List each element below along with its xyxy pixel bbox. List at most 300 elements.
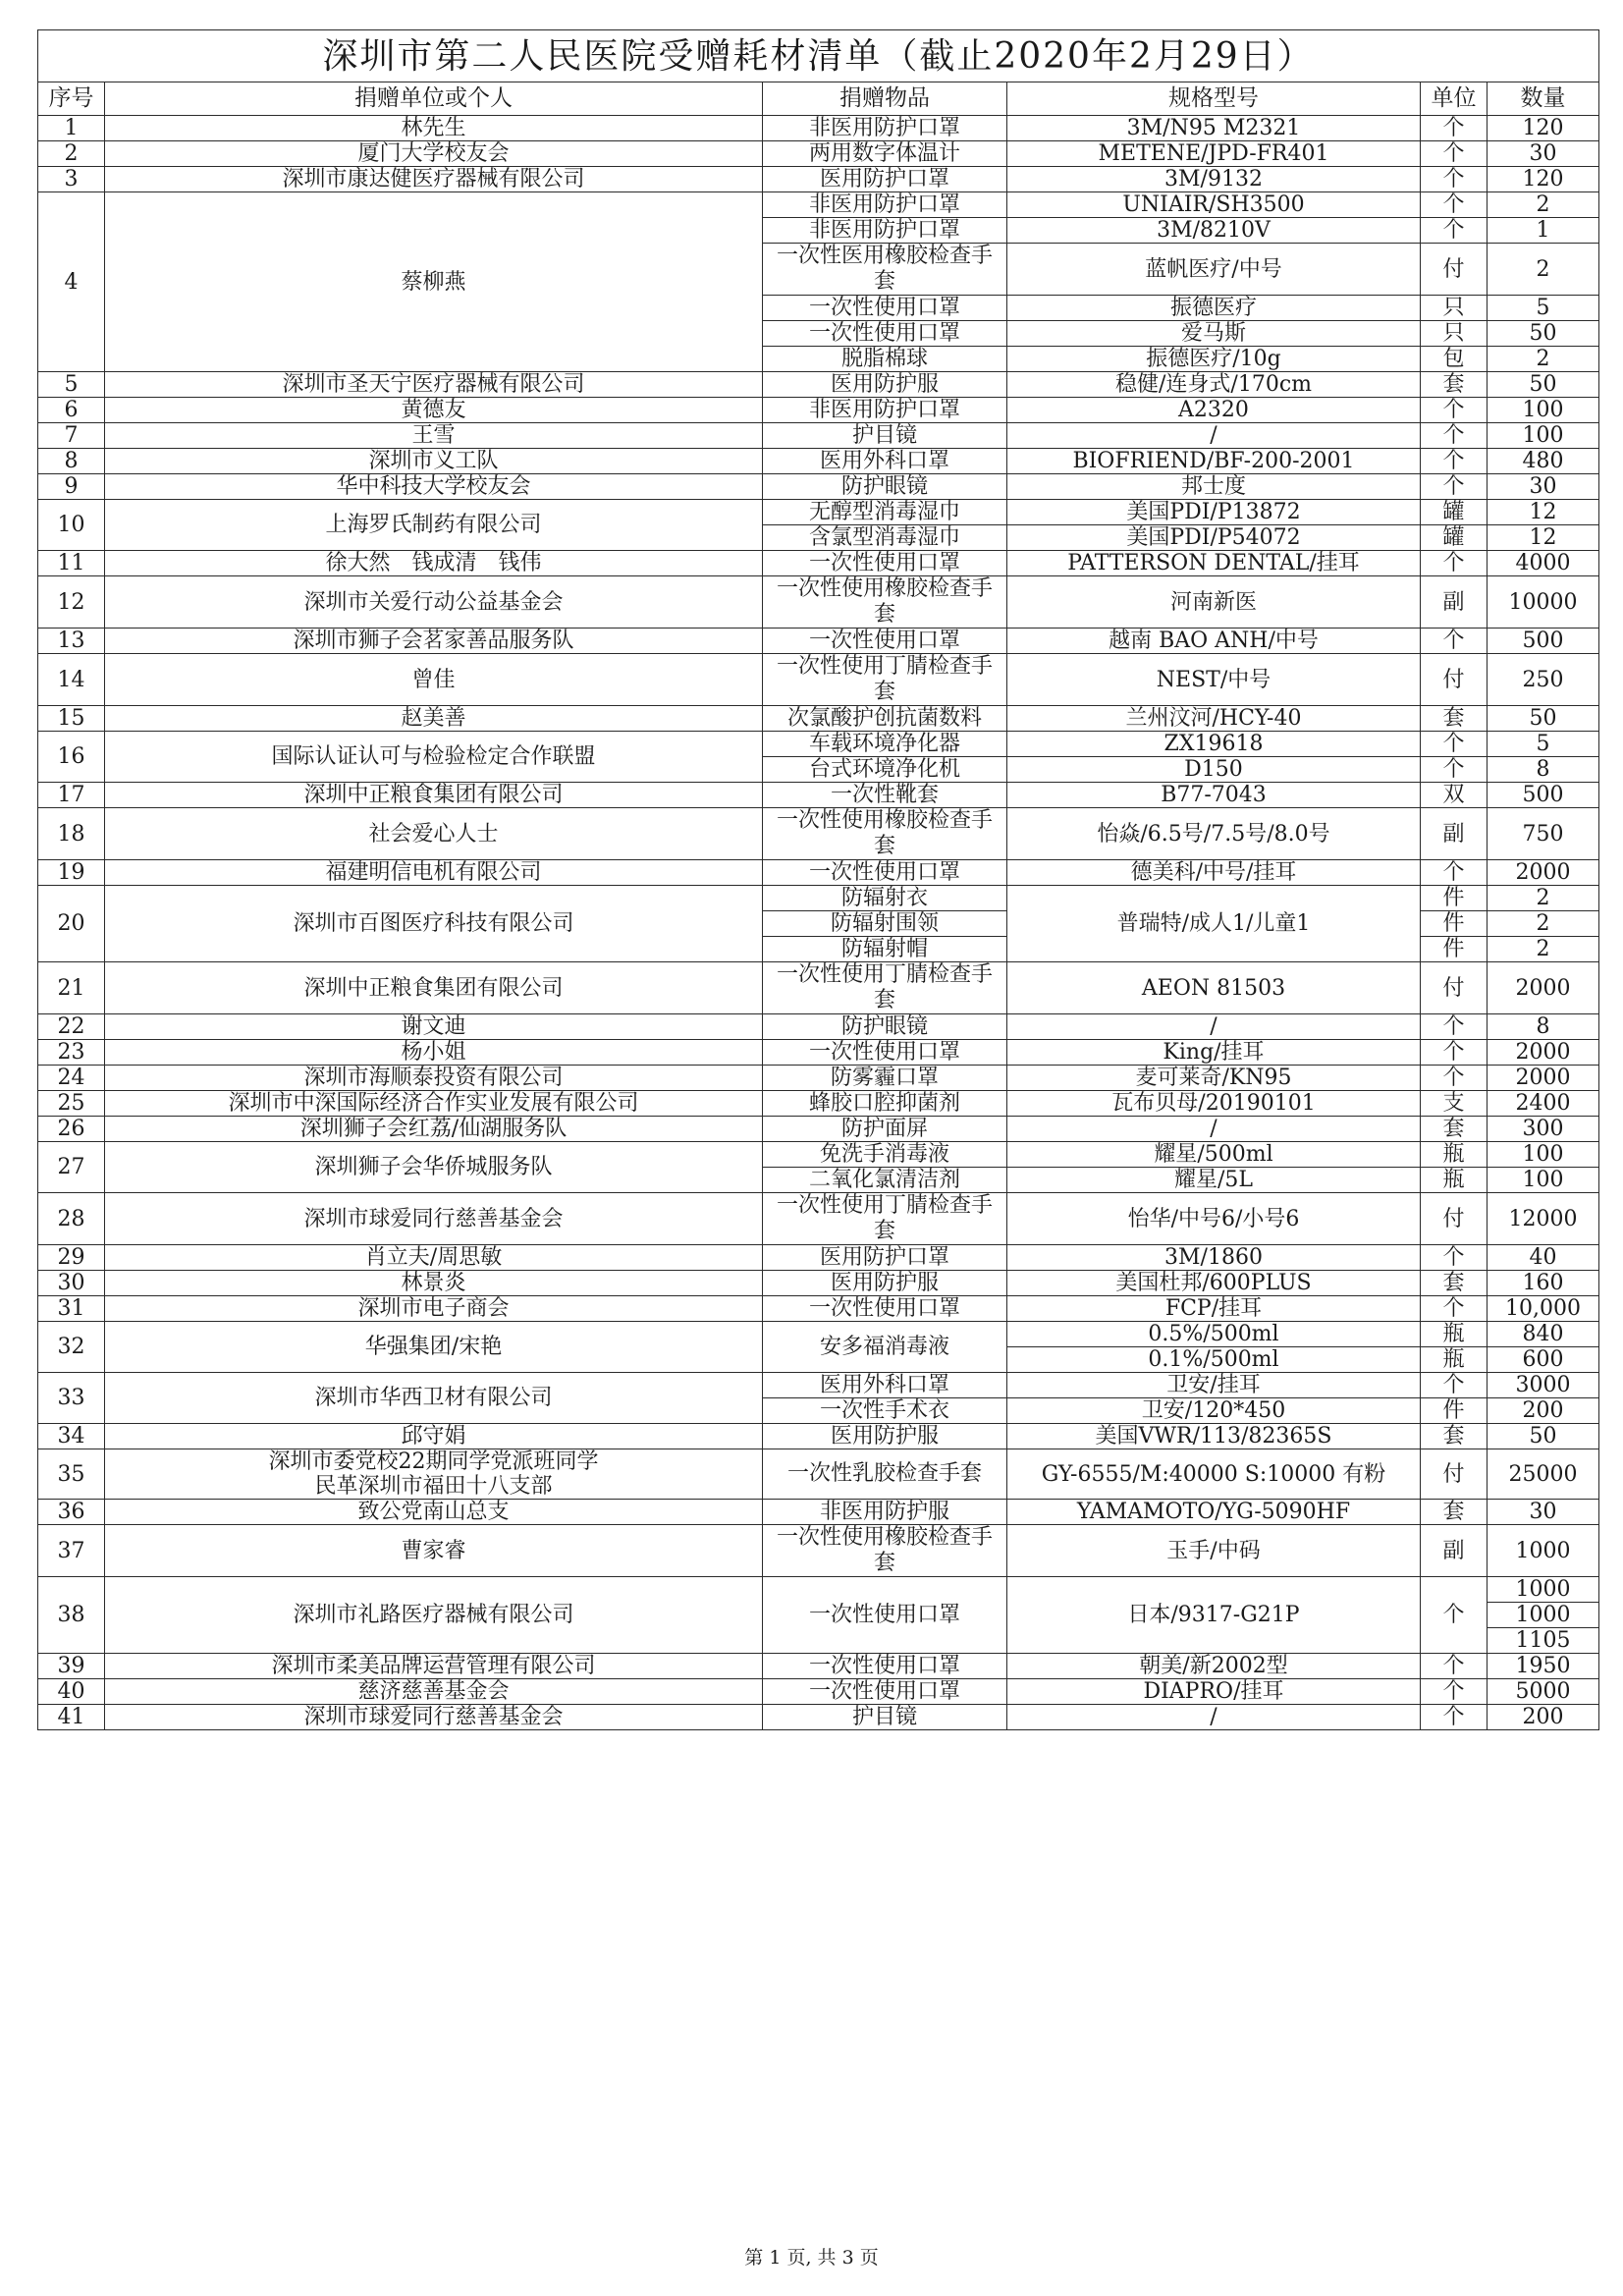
- unit-cell: 个: [1421, 423, 1488, 449]
- qty-cell: 750: [1488, 808, 1599, 860]
- table-row: [38, 1373, 1599, 1398]
- unit-cell: 瓶: [1421, 1142, 1488, 1168]
- unit-cell: 个: [1421, 1373, 1488, 1398]
- item-cell: 一次性医用橡胶检查手套: [763, 244, 1007, 296]
- table-row: [38, 1577, 1599, 1603]
- spec-cell: /: [1007, 1705, 1421, 1730]
- donor-name: 华中科技大学校友会: [336, 474, 531, 499]
- qty-cell: 50: [1488, 372, 1599, 398]
- qty-cell: 1000: [1488, 1603, 1599, 1628]
- item-cell: 二氧化氯清洁剂: [763, 1168, 1007, 1193]
- header-unit: 单位: [1421, 82, 1488, 116]
- spec-cell: 美国杜邦/600PLUS: [1007, 1271, 1421, 1296]
- donor-cell: [105, 783, 763, 808]
- row-no: 2: [38, 141, 105, 167]
- donor-cell: [105, 706, 763, 732]
- row-no: 40: [38, 1679, 105, 1705]
- row-no: 13: [38, 629, 105, 654]
- item-cell: 一次性使用橡胶检查手套: [763, 1525, 1007, 1577]
- table-row: [38, 629, 1599, 654]
- donor-cell: [105, 629, 763, 654]
- donor-name: 林先生: [401, 116, 466, 140]
- qty-cell: 200: [1488, 1705, 1599, 1730]
- donor-name: 曾佳: [411, 667, 456, 692]
- donor-name: 深圳市委党校22期同学党派班同学: [268, 1449, 599, 1474]
- unit-cell: 个: [1421, 1705, 1488, 1730]
- spec-cell: 越南 BAO ANH/中号: [1007, 629, 1421, 654]
- table-row: [38, 398, 1599, 423]
- donation-table: [37, 29, 1599, 1730]
- item-cell: 医用防护服: [763, 372, 1007, 398]
- donor-name: 华强集团/宋艳: [364, 1335, 503, 1359]
- donor-cell: [105, 808, 763, 860]
- donor-name: 上海罗氏制药有限公司: [325, 513, 542, 537]
- spec-cell: 邦士度: [1007, 474, 1421, 500]
- row-no: 9: [38, 474, 105, 500]
- donor-name: 蔡柳燕: [401, 269, 466, 295]
- unit-cell: 个: [1421, 398, 1488, 423]
- unit-cell: 付: [1421, 962, 1488, 1014]
- qty-cell: 2000: [1488, 962, 1599, 1014]
- qty-cell: 250: [1488, 654, 1599, 706]
- qty-cell: 10000: [1488, 576, 1599, 629]
- qty-cell: 500: [1488, 783, 1599, 808]
- spec-cell: 0.1%/500ml: [1007, 1347, 1421, 1373]
- row-no: 1: [38, 116, 105, 141]
- qty-cell: 100: [1488, 1168, 1599, 1193]
- donor-cell: [105, 398, 763, 423]
- row-no: 21: [38, 962, 105, 1014]
- unit-cell: 个: [1421, 116, 1488, 141]
- donor-name: 深圳市电子商会: [357, 1296, 510, 1321]
- header-spec: 规格型号: [1007, 82, 1421, 116]
- item-cell: 医用外科口罩: [763, 1373, 1007, 1398]
- unit-cell: 套: [1421, 1271, 1488, 1296]
- item-cell: 一次性使用口罩: [763, 551, 1007, 576]
- unit-cell: 罐: [1421, 525, 1488, 551]
- unit-cell: 个: [1421, 141, 1488, 167]
- header-donor: 捐赠单位或个人: [105, 82, 763, 116]
- donor-cell: [105, 962, 763, 1014]
- item-cell: 一次性使用口罩: [763, 296, 1007, 321]
- spec-cell: 河南新医: [1007, 576, 1421, 629]
- donor-name: 深圳市球爱同行慈善基金会: [303, 1705, 564, 1729]
- item-cell: 一次性乳胶检查手套: [763, 1449, 1007, 1500]
- donor-cell: [105, 1705, 763, 1730]
- table-row: [38, 1296, 1599, 1322]
- table-row: [38, 783, 1599, 808]
- unit-cell: 支: [1421, 1091, 1488, 1117]
- donor-name: 福建明信电机有限公司: [325, 860, 542, 885]
- row-no: 31: [38, 1296, 105, 1322]
- qty-cell: 8: [1488, 757, 1599, 783]
- donor-cell: [105, 1193, 763, 1245]
- spec-cell: 振德医疗/10g: [1007, 347, 1421, 372]
- item-cell: 非医用防护口罩: [763, 192, 1007, 218]
- spec-cell: 耀星/500ml: [1007, 1142, 1421, 1168]
- donor-cell: [105, 1525, 763, 1577]
- spec-cell: 美国PDI/P13872: [1007, 500, 1421, 525]
- spec-cell: 日本/9317-G21P: [1007, 1577, 1421, 1654]
- spec-cell: BIOFRIEND/BF-200-2001: [1007, 449, 1421, 474]
- row-no: 32: [38, 1322, 105, 1373]
- spec-cell: 3M/N95 M2321: [1007, 116, 1421, 141]
- donor-cell: [105, 1142, 763, 1193]
- unit-cell: 双: [1421, 783, 1488, 808]
- row-no: 35: [38, 1449, 105, 1500]
- row-no: 22: [38, 1014, 105, 1040]
- donor-name-line2: 民革深圳市福田十八支部: [314, 1474, 553, 1499]
- table-row: [38, 141, 1599, 167]
- spec-cell: 卫安/120*450: [1007, 1398, 1421, 1424]
- donor-name: 林景炎: [401, 1271, 466, 1295]
- qty-cell: 2000: [1488, 1040, 1599, 1066]
- qty-cell: 300: [1488, 1117, 1599, 1142]
- item-cell: 一次性使用丁腈检查手套: [763, 1193, 1007, 1245]
- unit-cell: 副: [1421, 576, 1488, 629]
- spec-cell: King/挂耳: [1007, 1040, 1421, 1066]
- item-cell: 一次性手术衣: [763, 1398, 1007, 1424]
- item-cell: 含氯型消毒湿巾: [763, 525, 1007, 551]
- table-row: [38, 1449, 1599, 1500]
- unit-cell: 个: [1421, 551, 1488, 576]
- unit-cell: 个: [1421, 1296, 1488, 1322]
- qty-cell: 2: [1488, 937, 1599, 962]
- qty-cell: 120: [1488, 167, 1599, 192]
- donor-name: 国际认证认可与检验检定合作联盟: [271, 744, 596, 769]
- row-no: 14: [38, 654, 105, 706]
- spec-cell: 玉手/中码: [1007, 1525, 1421, 1577]
- qty-cell: 30: [1488, 141, 1599, 167]
- spec-cell: /: [1007, 1014, 1421, 1040]
- spec-cell: ZX19618: [1007, 732, 1421, 757]
- donor-name: 深圳市关爱行动公益基金会: [303, 589, 564, 615]
- unit-cell: 个: [1421, 449, 1488, 474]
- item-cell: 一次性使用口罩: [763, 629, 1007, 654]
- qty-cell: 120: [1488, 116, 1599, 141]
- unit-cell: 副: [1421, 808, 1488, 860]
- qty-cell: 200: [1488, 1398, 1599, 1424]
- unit-cell: 件: [1421, 886, 1488, 911]
- spec-cell: METENE/JPD-FR401: [1007, 141, 1421, 167]
- unit-cell: 瓶: [1421, 1168, 1488, 1193]
- table-row: [38, 551, 1599, 576]
- table-row: [38, 1322, 1599, 1347]
- donor-cell: [105, 1679, 763, 1705]
- unit-cell: 套: [1421, 1117, 1488, 1142]
- donor-name: 肖立夫/周思敏: [364, 1245, 503, 1270]
- donor-name: 深圳市百图医疗科技有限公司: [293, 911, 574, 936]
- unit-cell: 个: [1421, 218, 1488, 244]
- item-cell: 非医用防护口罩: [763, 116, 1007, 141]
- qty-cell: 1: [1488, 218, 1599, 244]
- row-no: 20: [38, 886, 105, 962]
- donor-cell: [105, 886, 763, 962]
- item-cell: 防护眼镜: [763, 1014, 1007, 1040]
- table-row: [38, 1424, 1599, 1449]
- unit-cell: 付: [1421, 1193, 1488, 1245]
- table-row: [38, 962, 1599, 1014]
- donor-cell: [105, 860, 763, 886]
- table-row: [38, 372, 1599, 398]
- unit-cell: 件: [1421, 911, 1488, 937]
- item-cell: 医用防护服: [763, 1271, 1007, 1296]
- qty-cell: 40: [1488, 1245, 1599, 1271]
- qty-cell: 50: [1488, 321, 1599, 347]
- unit-cell: 个: [1421, 1040, 1488, 1066]
- qty-cell: 2: [1488, 911, 1599, 937]
- row-no: 6: [38, 398, 105, 423]
- table-row: [38, 167, 1599, 192]
- table-row: [38, 860, 1599, 886]
- spec-cell: A2320: [1007, 398, 1421, 423]
- spec-cell: 爱马斯: [1007, 321, 1421, 347]
- page-footer: 第 1 页, 共 3 页: [744, 2247, 879, 2269]
- unit-cell: 个: [1421, 732, 1488, 757]
- donor-name: 慈济慈善基金会: [357, 1679, 510, 1704]
- row-no: 5: [38, 372, 105, 398]
- donor-name: 深圳市义工队: [368, 449, 499, 473]
- unit-cell: 个: [1421, 629, 1488, 654]
- spec-cell: 德美科/中号/挂耳: [1007, 860, 1421, 886]
- row-no: 34: [38, 1424, 105, 1449]
- donor-name: 谢文迪: [401, 1014, 466, 1039]
- donor-name: 深圳中正粮食集团有限公司: [303, 975, 564, 1001]
- item-cell: 一次性使用丁腈检查手套: [763, 654, 1007, 706]
- unit-cell: 个: [1421, 192, 1488, 218]
- donor-cell: [105, 1245, 763, 1271]
- donor-cell: [105, 1117, 763, 1142]
- qty-cell: 160: [1488, 1271, 1599, 1296]
- table-row: [38, 1525, 1599, 1577]
- item-cell: 医用外科口罩: [763, 449, 1007, 474]
- spec-cell: GY-6555/M:40000 S:10000 有粉: [1007, 1449, 1421, 1500]
- table-row: [38, 1654, 1599, 1679]
- spec-cell: /: [1007, 423, 1421, 449]
- qty-cell: 100: [1488, 423, 1599, 449]
- item-cell: 一次性使用丁腈检查手套: [763, 962, 1007, 1014]
- qty-cell: 2: [1488, 192, 1599, 218]
- donor-cell: [105, 372, 763, 398]
- qty-cell: 2000: [1488, 1066, 1599, 1091]
- table-row: [38, 1066, 1599, 1091]
- table-row: [38, 1091, 1599, 1117]
- table-row: [38, 732, 1599, 757]
- spec-cell: 瓦布贝母/20190101: [1007, 1091, 1421, 1117]
- qty-cell: 30: [1488, 1500, 1599, 1525]
- unit-cell: 个: [1421, 167, 1488, 192]
- donor-cell: [105, 500, 763, 551]
- donor-name: 邱守娟: [401, 1424, 466, 1449]
- spec-cell: 美国VWR/113/82365S: [1007, 1424, 1421, 1449]
- item-cell: 一次性使用口罩: [763, 1679, 1007, 1705]
- item-cell: 一次性使用口罩: [763, 1654, 1007, 1679]
- qty-cell: 10,000: [1488, 1296, 1599, 1322]
- row-no: 36: [38, 1500, 105, 1525]
- qty-cell: 5: [1488, 296, 1599, 321]
- donor-name: 深圳狮子会红荔/仙湖服务队: [299, 1117, 568, 1141]
- donor-name: 曹家睿: [401, 1538, 466, 1563]
- table-row: [38, 1679, 1599, 1705]
- header-no: 序号: [38, 82, 105, 116]
- qty-cell: 8: [1488, 1014, 1599, 1040]
- table-row: [38, 1245, 1599, 1271]
- table-row: [38, 654, 1599, 706]
- table-row: [38, 576, 1599, 629]
- table-row: [38, 474, 1599, 500]
- table-row: [38, 1014, 1599, 1040]
- row-no: 23: [38, 1040, 105, 1066]
- row-no: 17: [38, 783, 105, 808]
- spec-cell: 3M/1860: [1007, 1245, 1421, 1271]
- unit-cell: 付: [1421, 244, 1488, 296]
- unit-cell: 包: [1421, 347, 1488, 372]
- spec-cell: 怡华/中号6/小号6: [1007, 1193, 1421, 1245]
- donor-name: 王雪: [411, 423, 456, 448]
- row-no: 28: [38, 1193, 105, 1245]
- header-item: 捐赠物品: [763, 82, 1007, 116]
- qty-cell: 3000: [1488, 1373, 1599, 1398]
- item-cell: 无醇型消毒湿巾: [763, 500, 1007, 525]
- table-row: [38, 1271, 1599, 1296]
- donor-cell: [105, 1091, 763, 1117]
- donor-cell: [105, 192, 763, 372]
- unit-cell: 瓶: [1421, 1347, 1488, 1373]
- item-cell: 护目镜: [763, 423, 1007, 449]
- spec-cell: 怡焱/6.5号/7.5号/8.0号: [1007, 808, 1421, 860]
- item-cell: 一次性使用口罩: [763, 860, 1007, 886]
- item-cell: 防辐射衣: [763, 886, 1007, 911]
- row-no: 18: [38, 808, 105, 860]
- donor-cell: [105, 474, 763, 500]
- qty-cell: 12000: [1488, 1193, 1599, 1245]
- unit-cell: 付: [1421, 1449, 1488, 1500]
- page-title: 深圳市第二人民医院受赠耗材清单（截止2020年2月29日）: [38, 30, 1599, 82]
- donor-name: 赵美善: [401, 706, 466, 731]
- spec-cell: AEON 81503: [1007, 962, 1421, 1014]
- unit-cell: 瓶: [1421, 1322, 1488, 1347]
- spec-cell: PATTERSON DENTAL/挂耳: [1007, 551, 1421, 576]
- row-no: 15: [38, 706, 105, 732]
- row-no: 30: [38, 1271, 105, 1296]
- unit-cell: 个: [1421, 1654, 1488, 1679]
- unit-cell: 套: [1421, 372, 1488, 398]
- donor-name: 深圳市柔美品牌运营管理有限公司: [271, 1654, 596, 1678]
- donor-cell: [105, 1654, 763, 1679]
- item-cell: 医用防护口罩: [763, 167, 1007, 192]
- item-cell: 一次性使用口罩: [763, 1040, 1007, 1066]
- row-no: 10: [38, 500, 105, 551]
- donor-name: 黄德友: [401, 398, 466, 422]
- donor-name: 深圳市狮子会茗家善品服务队: [293, 629, 574, 653]
- item-cell: 两用数字体温计: [763, 141, 1007, 167]
- donor-cell: [105, 449, 763, 474]
- table-row: [38, 1705, 1599, 1730]
- unit-cell: 罐: [1421, 500, 1488, 525]
- row-no: 39: [38, 1654, 105, 1679]
- qty-cell: 1000: [1488, 1525, 1599, 1577]
- row-no: 38: [38, 1577, 105, 1654]
- unit-cell: 个: [1421, 757, 1488, 783]
- row-no: 11: [38, 551, 105, 576]
- qty-cell: 2: [1488, 347, 1599, 372]
- item-cell: 防护面屏: [763, 1117, 1007, 1142]
- spec-cell: 3M/8210V: [1007, 218, 1421, 244]
- table-row: [38, 1500, 1599, 1525]
- donor-name: 社会爱心人士: [368, 821, 499, 847]
- spec-cell: 美国PDI/P54072: [1007, 525, 1421, 551]
- item-cell: 非医用防护服: [763, 1500, 1007, 1525]
- item-cell: 免洗手消毒液: [763, 1142, 1007, 1168]
- row-no: 3: [38, 167, 105, 192]
- qty-cell: 100: [1488, 1142, 1599, 1168]
- unit-cell: 个: [1421, 1577, 1488, 1654]
- qty-cell: 50: [1488, 1424, 1599, 1449]
- spec-cell: YAMAMOTO/YG-5090HF: [1007, 1500, 1421, 1525]
- donation-list-page: [37, 29, 1598, 1730]
- item-cell: 一次性靴套: [763, 783, 1007, 808]
- row-no: 41: [38, 1705, 105, 1730]
- unit-cell: 副: [1421, 1525, 1488, 1577]
- row-no: 8: [38, 449, 105, 474]
- qty-cell: 30: [1488, 474, 1599, 500]
- donor-cell: [105, 1373, 763, 1424]
- donor-cell: [105, 1040, 763, 1066]
- spec-cell: 普瑞特/成人1/儿童1: [1007, 886, 1421, 962]
- item-cell: 次氯酸护创抗菌数料: [763, 706, 1007, 732]
- item-cell: 脱脂棉球: [763, 347, 1007, 372]
- donor-cell: [105, 1014, 763, 1040]
- unit-cell: 件: [1421, 937, 1488, 962]
- donor-name: 深圳市华西卫材有限公司: [314, 1386, 553, 1410]
- item-cell: 护目镜: [763, 1705, 1007, 1730]
- table-row: [38, 808, 1599, 860]
- table-body: [38, 116, 1599, 1730]
- spec-cell: 麦可莱奇/KN95: [1007, 1066, 1421, 1091]
- donor-cell: [105, 1271, 763, 1296]
- donor-name: 深圳中正粮食集团有限公司: [303, 783, 564, 807]
- unit-cell: 套: [1421, 706, 1488, 732]
- item-cell: 防护眼镜: [763, 474, 1007, 500]
- donor-cell: [105, 1066, 763, 1091]
- unit-cell: 个: [1421, 1679, 1488, 1705]
- donor-name: 致公党南山总支: [357, 1500, 510, 1524]
- row-no: 37: [38, 1525, 105, 1577]
- table-row: [38, 1040, 1599, 1066]
- row-no: 24: [38, 1066, 105, 1091]
- row-no: 16: [38, 732, 105, 783]
- row-no: 19: [38, 860, 105, 886]
- spec-cell: NEST/中号: [1007, 654, 1421, 706]
- qty-cell: 2: [1488, 886, 1599, 911]
- item-cell: 医用防护服: [763, 1424, 1007, 1449]
- qty-cell: 480: [1488, 449, 1599, 474]
- row-no: 27: [38, 1142, 105, 1193]
- header-row: [38, 82, 1599, 116]
- donor-cell: [105, 1322, 763, 1373]
- table-row: [38, 886, 1599, 911]
- spec-cell: /: [1007, 1117, 1421, 1142]
- qty-cell: 1000: [1488, 1577, 1599, 1603]
- donor-cell: [105, 551, 763, 576]
- donor-name: 深圳市中深国际经济合作实业发展有限公司: [228, 1091, 639, 1116]
- donor-cell: [105, 141, 763, 167]
- unit-cell: 个: [1421, 860, 1488, 886]
- donor-name: 杨小姐: [401, 1040, 466, 1065]
- row-no: 4: [38, 192, 105, 372]
- donor-cell: [105, 576, 763, 629]
- item-cell: 车载环境净化器: [763, 732, 1007, 757]
